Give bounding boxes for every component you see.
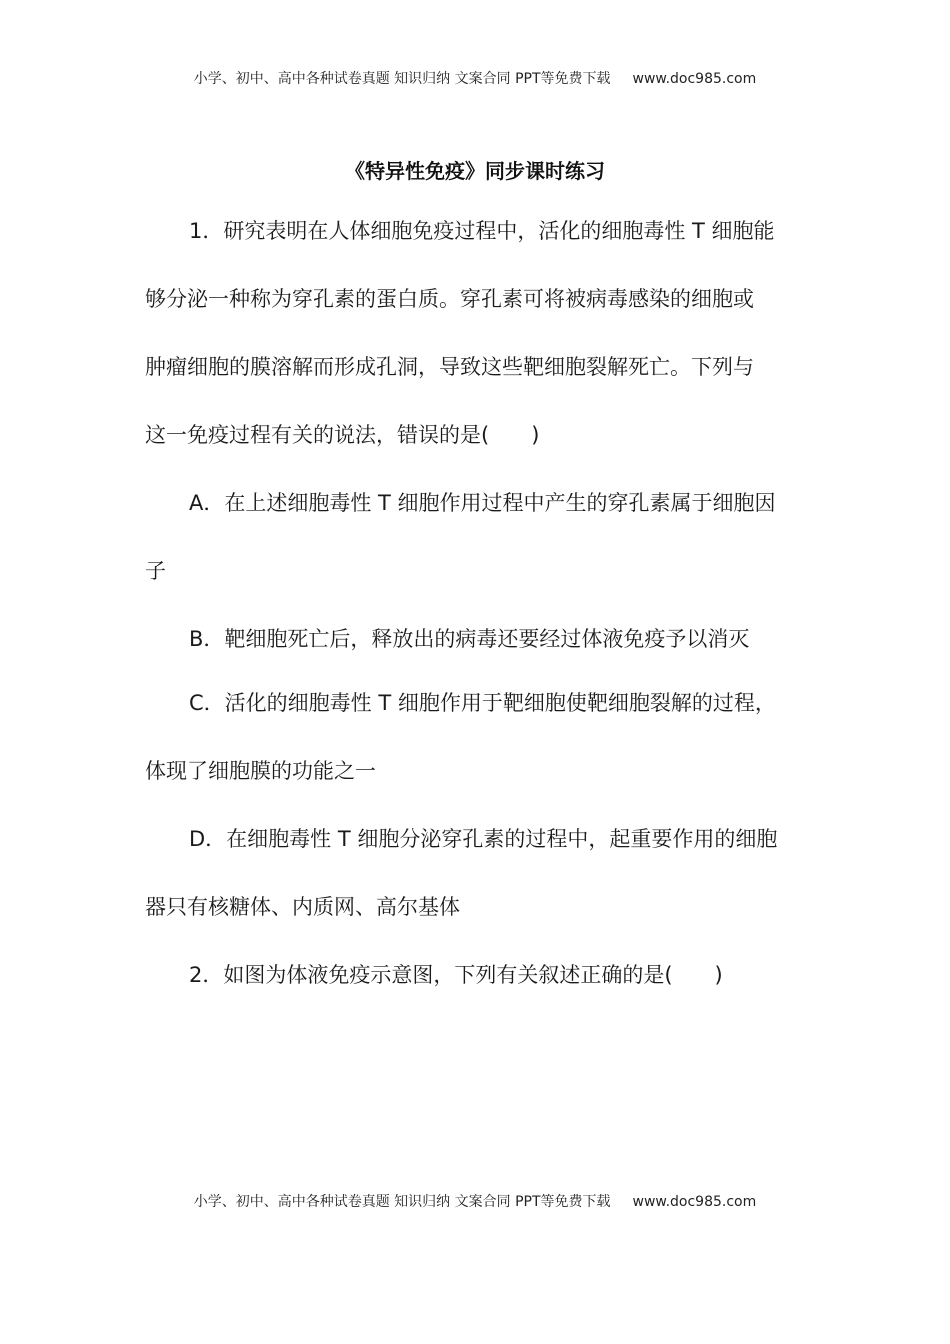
- footer-text: 小学、初中、高中各种试卷真题 知识归纳 文案合同 PPT等免费下载: [193, 1194, 611, 1210]
- option-a-line-2: 子: [145, 559, 166, 583]
- option-c-line-2: 体现了细胞膜的功能之一: [145, 759, 376, 783]
- document-body: [145, 205, 807, 1017]
- option-a-line-1: A．在上述细胞毒性 T 细胞作用过程中产生的穿孔素属于细胞因: [189, 491, 776, 515]
- option-a: [145, 477, 807, 613]
- page-header: [0, 68, 950, 88]
- option-b-line-1: B．靶细胞死亡后，释放出的病毒还要经过体液免疫予以消灭: [189, 627, 750, 651]
- question-1-line-3: 肿瘤细胞的膜溶解而形成孔洞，导致这些靶细胞裂解死亡。下列与: [145, 355, 754, 379]
- header-url[interactable]: www.doc985.com: [632, 71, 757, 87]
- question-1-line-2: 够分泌一种称为穿孔素的蛋白质。穿孔素可将被病毒感染的细胞或: [145, 287, 754, 311]
- question-2: [145, 949, 807, 1017]
- header-text: 小学、初中、高中各种试卷真题 知识归纳 文案合同 PPT等免费下载: [193, 71, 611, 87]
- question-2-line-1: 2．如图为体液免疫示意图，下列有关叙述正确的是( ): [189, 963, 723, 987]
- question-1: [145, 205, 807, 949]
- option-d-line-2: 器只有核糖体、内质网、高尔基体: [145, 895, 460, 919]
- option-d: [145, 813, 807, 949]
- option-b: [145, 613, 807, 677]
- page-footer: [0, 1191, 950, 1211]
- question-1-line-1: 1．研究表明在人体细胞免疫过程中，活化的细胞毒性 T 细胞能: [189, 219, 775, 243]
- document-title: 《特异性免疫》同步课时练习: [345, 159, 605, 183]
- option-d-line-1: D．在细胞毒性 T 细胞分泌穿孔素的过程中，起重要作用的细胞: [189, 827, 778, 851]
- option-c-line-1: C．活化的细胞毒性 T 细胞作用于靶细胞使靶细胞裂解的过程，: [189, 691, 776, 715]
- footer-url[interactable]: www.doc985.com: [632, 1194, 757, 1210]
- option-c: [145, 677, 807, 813]
- question-1-line-4: 这一免疫过程有关的说法，错误的是( ): [145, 423, 540, 447]
